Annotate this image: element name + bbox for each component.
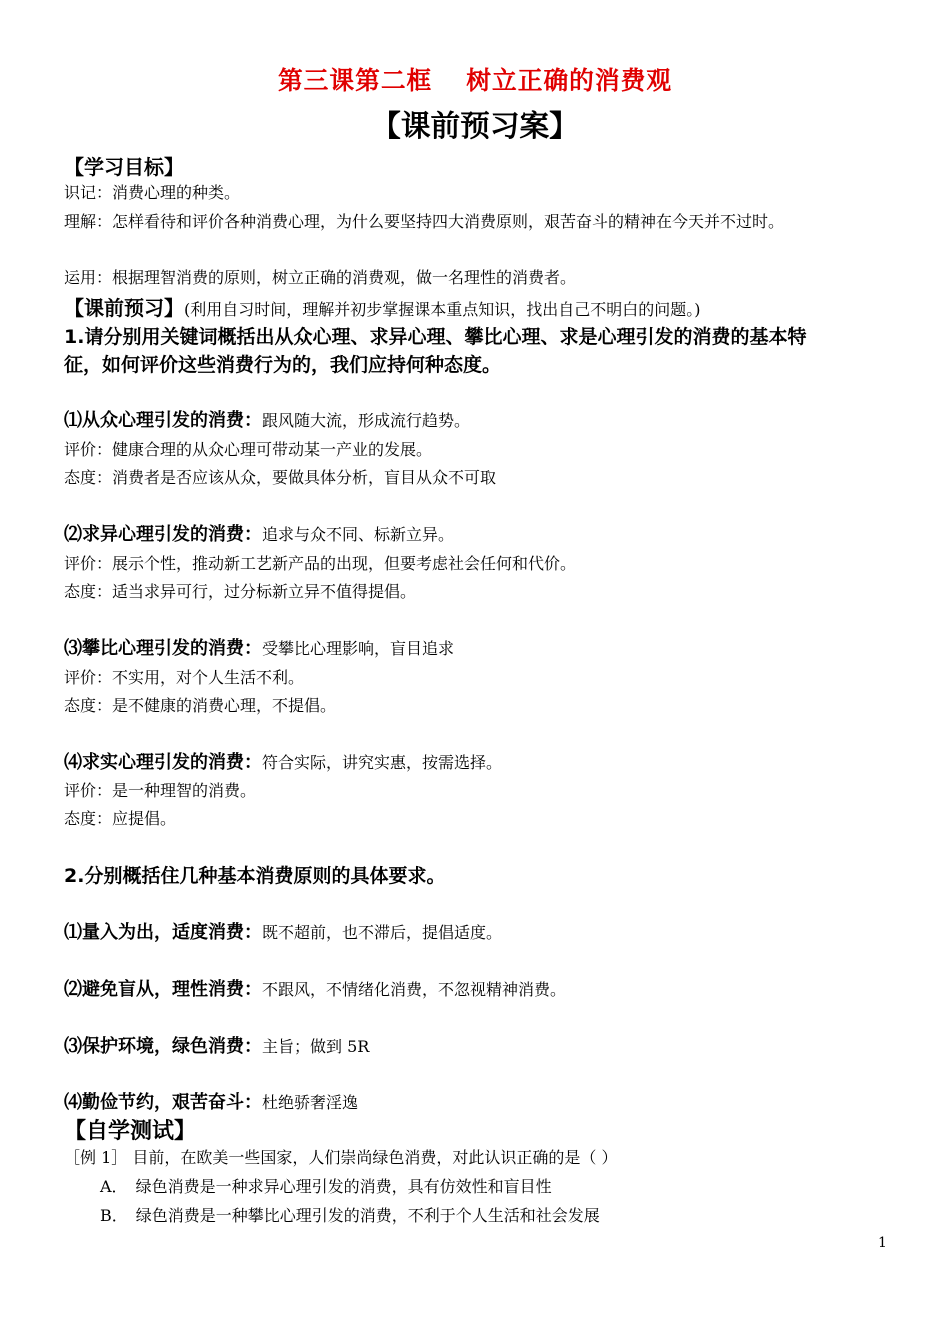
selftest-example: ［例 1］ 目前，在欧美一些国家，人们崇尚绿色消费，对此认识正确的是（ ） [64, 1148, 618, 1167]
q1-item-label: ⑴从众心理引发的消费： [64, 410, 262, 431]
page-subtitle: 【课前预习案】 [371, 108, 579, 143]
q2-item-label: ⑷勤俭节约，艰苦奋斗： [64, 1092, 262, 1113]
page-title: 第三课第二框 树立正确的消费观 [277, 66, 673, 95]
q2-item-label: ⑵避免盲从，理性消费： [64, 979, 262, 1000]
q1-item-evaluation: 评价：不实用，对个人生活不利。 [64, 668, 305, 687]
objective-understand: 理解：怎样看待和评价各种消费心理，为什么要坚持四大消费原则，艰苦奋斗的精神在今天并不过时。 [64, 212, 785, 231]
q1-item-2 [64, 520, 454, 546]
objectives-heading: 【学习目标】 [64, 155, 184, 179]
option-text: 绿色消费是一种求异心理引发的消费，具有仿效性和盲目性 [135, 1177, 552, 1196]
q1-item-attitude: 态度：消费者是否应该从众，要做具体分析，盲目从众不可取 [64, 468, 497, 487]
q1-item-label: ⑷求实心理引发的消费： [64, 752, 262, 773]
q1-item-4 [64, 748, 502, 774]
q1-item-attitude: 态度：是不健康的消费心理，不提倡。 [64, 696, 337, 715]
q2-item-3 [64, 1032, 369, 1058]
q1-item-3 [64, 634, 454, 660]
q2-item-value: 不跟风，不情绪化消费，不忽视精神消费。 [262, 980, 567, 999]
option-letter: A． [100, 1177, 128, 1196]
q1-item-evaluation: 评价：健康合理的从众心理可带动某一产业的发展。 [64, 440, 433, 459]
q1-item-attitude: 态度：应提倡。 [64, 809, 177, 828]
q1-item-label: ⑵求异心理引发的消费： [64, 524, 262, 545]
q1-item-attitude: 态度：适当求异可行，过分标新立异不值得提倡。 [64, 582, 417, 601]
q2-item-label: ⑶保护环境，绿色消费： [64, 1036, 262, 1057]
q2-item-value: 主旨；做到 5R [262, 1037, 370, 1056]
q2-item-1 [64, 918, 502, 944]
question2-heading: 2.分别概括住几种基本消费原则的具体要求。 [64, 865, 446, 887]
q2-item-2 [64, 975, 566, 1001]
option-letter: B． [100, 1206, 128, 1225]
page-number: 1 [878, 1235, 887, 1251]
question1-line2: 征，如何评价这些消费行为的，我们应持何种态度。 [64, 354, 502, 376]
q2-item-value: 杜绝骄奢淫逸 [262, 1093, 359, 1112]
q1-item-value: 追求与众不同、标新立异。 [262, 525, 455, 544]
q2-item-label: ⑴量入为出，适度消费： [64, 922, 262, 943]
q1-item-1 [64, 406, 470, 432]
option-b [100, 1203, 600, 1226]
q1-item-value: 受攀比心理影响，盲目追求 [262, 639, 455, 658]
preview-note: (利用自习时间，理解并初步掌握课本重点知识，找出自己不明白的问题。) [184, 300, 701, 319]
preview-line [64, 292, 701, 321]
option-text: 绿色消费是一种攀比心理引发的消费，不利于个人生活和社会发展 [135, 1206, 600, 1225]
question1-line1: 1.请分别用关键词概括出从众心理、求异心理、攀比心理、求是心理引发的消费的基本特 [64, 326, 807, 348]
option-a [100, 1174, 552, 1197]
preview-heading: 【课前预习】 [64, 296, 184, 320]
q1-item-value: 跟风随大流，形成流行趋势。 [262, 411, 471, 430]
objective-apply: 运用：根据理智消费的原则，树立正确的消费观，做一名理性的消费者。 [64, 268, 577, 287]
q1-item-label: ⑶攀比心理引发的消费： [64, 638, 262, 659]
q2-item-value: 既不超前，也不滞后，提倡适度。 [262, 923, 503, 942]
q1-item-value: 符合实际，讲究实惠，按需选择。 [262, 753, 503, 772]
q1-item-evaluation: 评价：展示个性，推动新工艺新产品的出现，但要考虑社会任何和代价。 [64, 554, 577, 573]
objective-memorize: 识记：消费心理的种类。 [64, 183, 241, 202]
q1-item-evaluation: 评价：是一种理智的消费。 [64, 781, 257, 800]
q2-item-4 [64, 1088, 358, 1114]
selftest-heading: 【自学测试】 [64, 1119, 197, 1144]
